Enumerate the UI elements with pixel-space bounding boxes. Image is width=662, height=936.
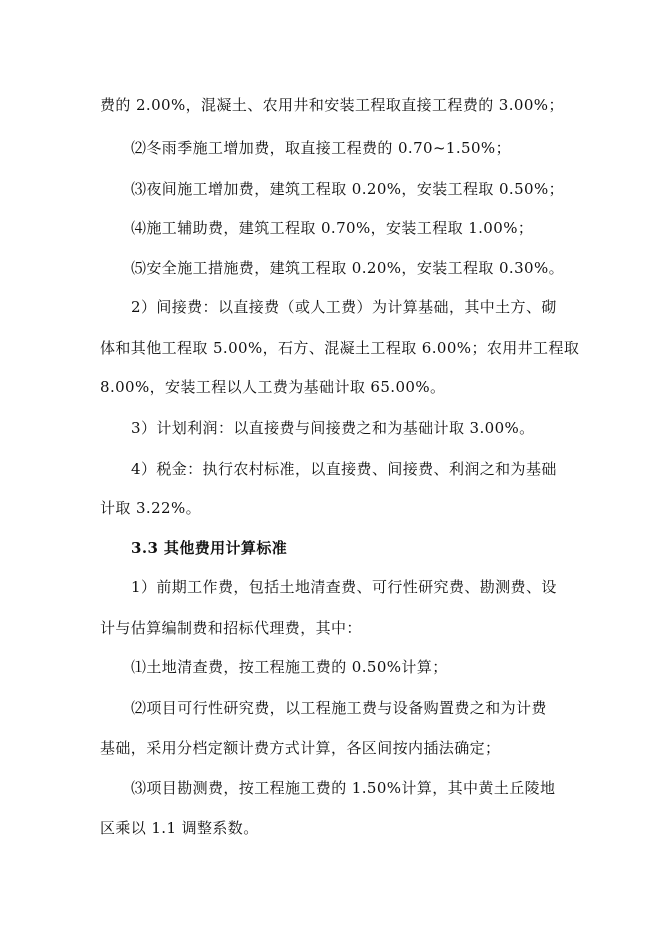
text-line-2: ⑵冬雨季施工增加费，取直接工程费的 0.70~1.50%； [131, 139, 511, 157]
text-line-3: ⑶夜间施工增加费，建筑工程取 0.20%，安装工程取 0.50%； [131, 180, 565, 198]
text-line-16: ⑵项目可行性研究费，以工程施工费与设备购置费之和为计费 [131, 699, 547, 717]
text-line-14: 计与估算编制费和招标代理费，其中： [100, 619, 362, 637]
text-line-10: 4）税金：执行农村标准，以直接费、间接费、利润之和为基础 [131, 460, 557, 478]
text-line-5: ⑸安全施工措施费，建筑工程取 0.20%，安装工程取 0.30%。 [131, 259, 565, 277]
text-line-17: 基础，采用分档定额计费方式计算，各区间按内插法确定； [100, 739, 501, 757]
section-heading: 3.3 其他费用计算标准 [131, 539, 288, 557]
text-line-11: 计取 3.22%。 [100, 499, 202, 517]
text-line-7: 体和其他工程取 5.00%，石方、混凝土工程取 6.00%；农用井工程取 [100, 339, 580, 357]
text-line-8: 8.00%，安装工程以人工费为基础计取 65.00%。 [100, 378, 446, 396]
text-line-19: 区乘以 1.1 调整系数。 [100, 819, 259, 837]
text-line-18: ⑶项目勘测费，按工程施工费的 1.50%计算，其中黄土丘陵地 [131, 779, 556, 797]
text-line-1: 费的 2.00%，混凝土、农用井和安装工程取直接工程费的 3.00%； [100, 96, 564, 114]
text-line-9: 3）计划利润：以直接费与间接费之和为基础计取 3.00%。 [131, 419, 535, 437]
text-line-15: ⑴土地清查费，按工程施工费的 0.50%计算； [131, 658, 448, 676]
text-line-4: ⑷施工辅助费，建筑工程取 0.70%，安装工程取 1.00%； [131, 219, 534, 237]
text-line-6: 2）间接费：以直接费（或人工费）为计算基础，其中土方、砌 [131, 298, 557, 316]
text-line-13: 1）前期工作费，包括土地清查费、可行性研究费、勘测费、设 [131, 578, 557, 596]
